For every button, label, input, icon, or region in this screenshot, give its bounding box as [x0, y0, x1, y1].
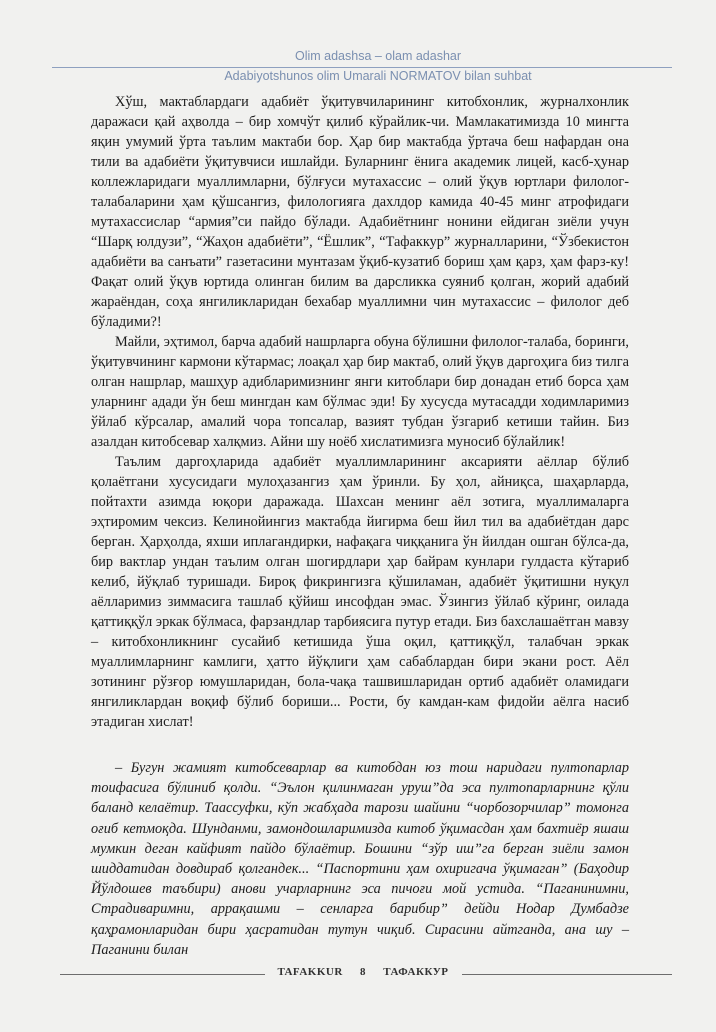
footer-magazine-cyrillic: ТАФАККУР: [383, 966, 449, 978]
paragraph: Таълим даргоҳларида адабиёт муаллимларининг аксарияти аёллар бўлиб қолаётгани хусусидаги мулоҳазангиз ҳам ўринли. Бу ҳол, айниқса, шаҳарларда, пойтахти азимда юқори даражада. Шахсан менинг аёл зотига, муаллималарга эҳтиромим чексиз. Келинойингиз мактабда йигирма беш йил тил ва адабиётдан дарс берган. Ҳарҳолда, яхши иплагандирки, нафақага чиққанига ўн йилдан ошган бўлса-да, бир вактлар ундан таълим олган шогирдлари ҳар байрам кунлари гулдаста кўтариб келиб, йўқлаб туришади. Бироқ фикрингизга қўшиламан, адабиёт ўқитишни нуқул аёлларимиз зиммасига ташлаб қўйиш инсофдан эмас. Ўзингиз ўйлаб кўринг, оилада қаттиққўл эркак бўлмаса, фарзандлар тарбиясига путур етади. Биз бахслашаётган мавзу – китобхонликнинг сусайиб кетишида ўша оқил, қаттиққўл, талабчан эркак муаллимларнинг камлиги, ҳатто йўқлиги ҳам сабаблардан бири экани рост. Аёл зотининг рўзғор юмушларидан, бола-чақа ташвишларидан ортиб адабиёт оламидаги янгиликлардан воқиф бўлиб бориши... Рости, бу камдан-кам фидойи аёлга насиб этадиган хислат!: [91, 454, 629, 730]
running-head-subtitle: Adabiyotshunos olim Umarali NORMATOV bilan suhbat: [224, 69, 532, 83]
question-paragraph: – Бугун жамият китобсеварлар ва китобдан юз тош наридаги пултопарлар тоифасига бўлиниб қолди. “Эълон қилинмаган уруш”да эса пултопарларнинг қўли баланд келаётир. Таассуфки, кўп жабҳада тарози шайини “чорбозорчилар” томонга оғиб кетмоқда. Шунданми, замондошларимизда китоб ўқимасдан ҳам бахтиёр яшаш мумкин деган кайфият пайдо бўлаётир. Бошини “зўр иш”га берган зиёли замон шиддатидан довдираб қолгандек... “Паспортини ҳам охиригача ўқимаган” (Баҳодир Йўлдошев таъбири) анови учарларнинг эса пичоғи мой устида. “Паганинимни, Страдиваримни, аррақашми – сенларга барибир” дейди Нодар Думбадзе қаҳрамонларидан бири ҳасратидан тутун чиқиб. Сирасини айтганда, ана шу – Паганини билан: [91, 760, 629, 958]
paragraph: Хўш, мактаблардаги адабиёт ўқитувчиларининг китобхонлик, журналхонлик даражаси қай аҳволда – бир хомчўт қилиб кўрайлик-чи. Мамлакатимизда 10 мингта яқин умумий ўрта таълим мактаби бор. Ҳар бир мактабда ўртача беш нафардан она тили ва адабиёти ўқитувчиси ишлайди. Буларнинг ёнига академик лицей, касб-ҳунар коллежларидаги муаллимларни, бўлғуси мутахассис – олий ўқув юртлари филолог-талабаларини ҳам қўшсангиз, филологияга дахлдор камида 40-45 минг атрофидаги мутахассислар “армия”си пайдо бўлади. Адабиётнинг нонини ейдиган зиёли учун “Шарқ юлдузи”, “Жаҳон адабиёти”, “Ёшлик”, “Тафаккур” журналларини, “Ўзбекистон адабиёти ва санъати” газетасини мунтазам ўқиб-кузатиб бориш ҳам қарз, ҳам фарз-ку! Фақат олий ўқув юртида олинган билим ва дарсликка суяниб қолган, жорий адабий жараёндан, соҳа янгиликларидан бехабар муаллимни чин мутахассис – филолог деб бўладими?!: [91, 94, 629, 330]
footer-rule-right: [462, 974, 672, 975]
running-head-rule: [52, 67, 672, 68]
footer-magazine-latin: TAFAKKUR: [277, 966, 343, 978]
running-head: [0, 48, 716, 84]
italic-question: [91, 758, 629, 960]
body-text: [91, 92, 629, 732]
running-head-title: Olim adashsa – olam adashar: [294, 49, 462, 63]
paragraph: Майли, эҳтимол, барча адабий нашрларга обуна бўлишни филолог-талаба, боринги, ўқитувчининг кармони кўтармас; лоақал ҳар бир мактаб, олий ўқув даргоҳига биз тилга олган нашрлар, машҳур адибларимизнинг янги китоблари бир донадан етиб борса ҳам уларнинг адади ўн беш мингдан кам бўлмас эди! Бу хусусда мутасадди ходимларимиз ўйлаб кўрсалар, амалий чора топсалар, вазият тубдан ўзгариб кетиши тайин. Биз азалдан китобсевар халқмиз. Айни шу ноёб хислатимизга муносиб бўлайлик!: [91, 334, 629, 450]
page-number: 8: [360, 966, 367, 978]
footer-rule-left: [60, 974, 265, 975]
footer-text: [268, 966, 458, 978]
page-footer: [0, 966, 716, 982]
